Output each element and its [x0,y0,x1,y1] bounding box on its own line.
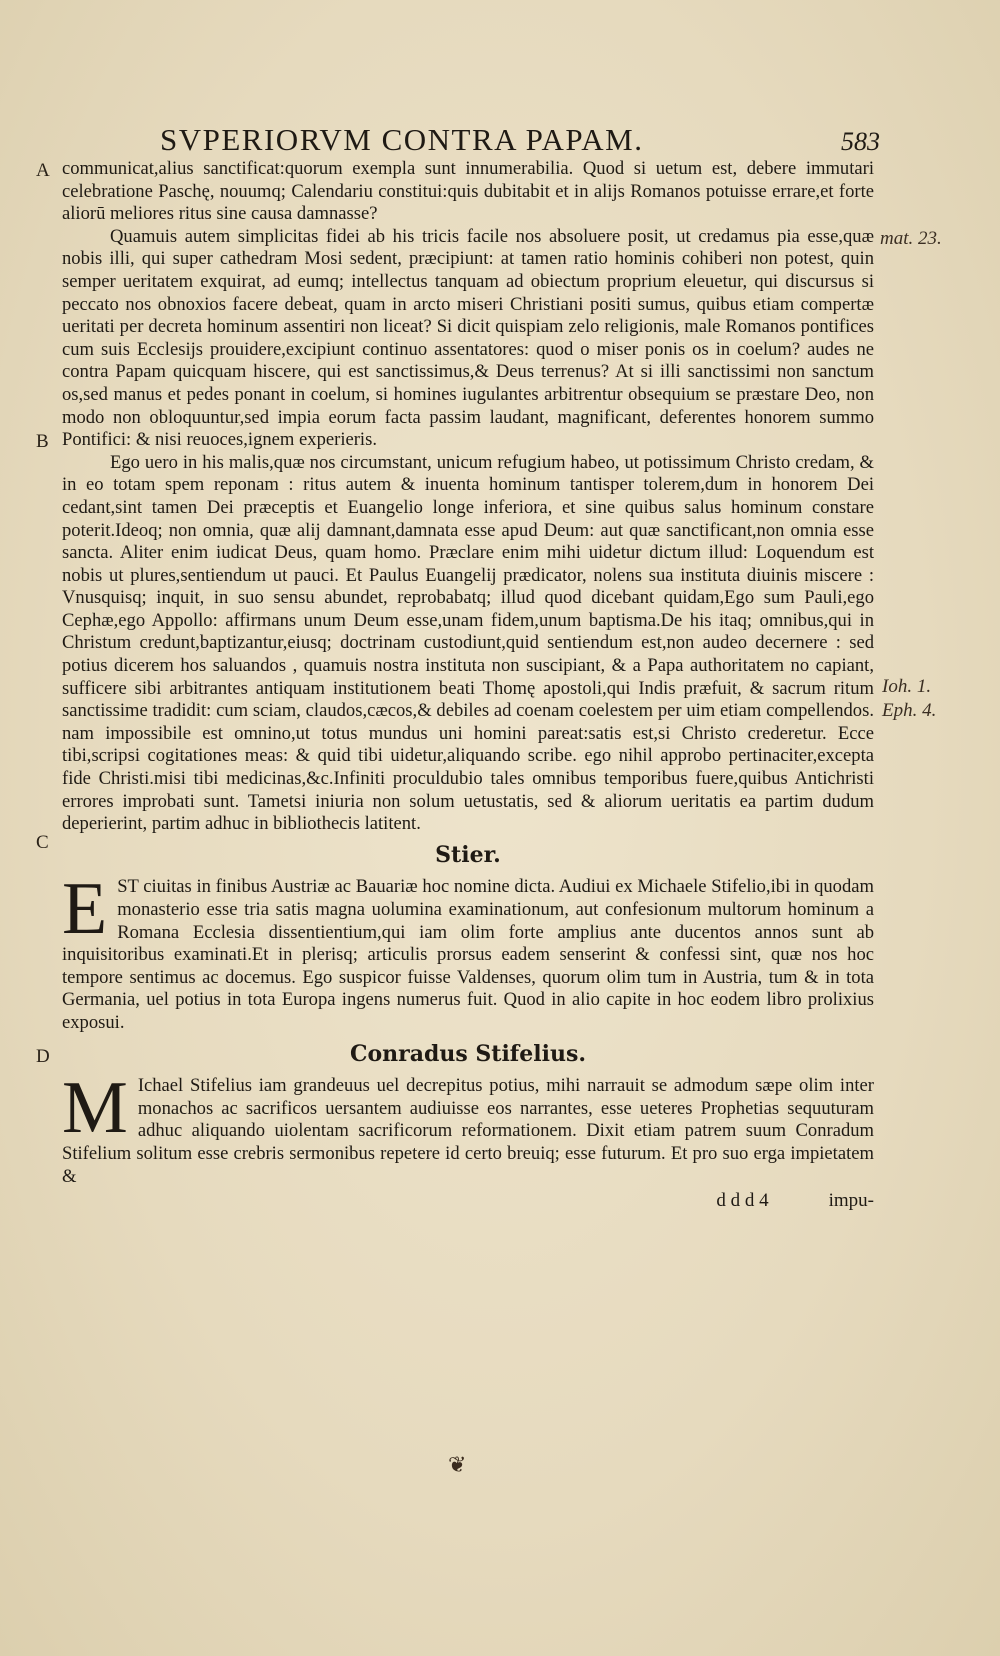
paragraph-1: communicat,alius sanctificat:quorum exempla sunt innumerabilia. Quod si uetum est, debere immutari celebratione Paschę, nouumq; Calendariu constitui:quis dubitabit et in alijs Romanos potuisse errare,et forte aliorū meliores ritus sine causa damnasse? [62,158,874,225]
side-letter-d: D [36,1046,50,1067]
paragraph-stier-text: ST ciuitas in finibus Austriæ ac Bauariæ hoc nomine dicta. Audiui ex Michaele Stifelio,ibi in quodam monasterio esse tria satis magna uolumina examinationum, aut confesionum multorum hominum a Romana Ecclesia dissentientium,qui iam olim forte amplius ante ducentos annos sunt ab inquisitoribus examinati.Et in plerisq; articulis prorsus eadem senserint & confessi sint, quæ nos hoc tempore sentimus ac docemus. Ego suspicor fuisse Valdenses, quorum olim tum in Austria, tum & in tota Germania, uel potius in tota Europa ingens numerus fuit. Quod in alio capite in hoc eodem libro prolixius exposui. [62,876,874,1033]
paragraph-stier [62,868,874,1034]
signature-mark: d d d 4 [716,1190,769,1212]
paragraph-conradus-text: Ichael Stifelius iam grandeuus uel decrepitus potius, mihi narrauit se admodum sæpe olim inter monachos ac sacrificos uersantem audiuisse eos narrantes, esse ueteres Prophetias sequuturam adhuc aliquando uiolentam sacrificorum reformationem. Dixit etiam patrem suum Conradum Stifelium solitum esse crebris sermonibus repetere id certo breuiq; esse futurum. Et pro suo erga impietatem & [62,1075,874,1187]
side-letter-b: B [36,431,49,452]
margin-note-matth: mat. 23. [880,228,942,249]
page-header [160,122,880,158]
paragraph-3: Ego uero in his malis,quæ nos circumstant, unicum refugium habeo, ut potissimum Christo credam, & in eo totam spem reponam : ritus autem & inuenta hominum tantisper tolerem,dum in honorem Dei cedant,sint tamen Dei præceptis et Euangelio longe inferiora, et sine quibus salus hominum constare poterit.Ideoq; non omnia, quæ alij damnant,damnata esse apud Deum: aut quæ sanctificant,non omnia esse sancta. Aliter enim iudicat Deus, quam homo. Præclare enim mihi uidetur dictum illud: Loquendum est nobis ut plures,sentiendum ut pauci. Et Paulus Euangelij prædicator, nolens sua instituta diuinis miscere : Vnusquisq; inquit, in suo sensu abundet, reprobabatq; illud quod dicebant quidam,Ego sum Pauli,ego Cephæ,ego Appollo: affirmans unum Deum esse,unam fidem,unum baptisma.De his itaq; omnibus,qui in Christum credunt,baptizantur,eiusq; doctrinam custodiunt,quid sentiendum est,non audeo decernere : sed potius dicerem hos saluandos , quamuis nostra instituta non suscipiant, & a Papa authoritatem no capiant, sufficere sibi arbitrantes antiquam institutionem beati Thomę apostoli,qui Indis præfuit, & sacrum ritum sanctissime tradidit: cum sciam, claudos,cæcos,& debiles ad coenam coelestem per uim etiam compellendos. nam impossibile est omnino,ut totus mundus uni homini pareat:satis est,si Christo crederetur. Ecce tibi,scripsi cogitationes meas: & quid tibi uidetur,aliquando scribe. ego nihil approbo pertinaciter,excepta fide Christi.misi tibi medicinas,&c.Infiniti proculdubio tales omnibus temporibus fuere,quibus Antichristi errores improbati sunt. Tametsi iniuria non solum uetustatis, sed & aliorum ueritatis ea partim dudum deperierint, partim adhuc in bibliothecis latitent. [62,451,874,835]
margin-note-eph: Eph. 4. [882,700,937,721]
running-title: SVPERIORVM CONTRA PAPAM. [160,122,644,157]
main-text [62,158,874,1213]
catchword: impu- [828,1190,874,1212]
paragraph-2: Quamuis autem simplicitas fidei ab his tricis facile nos absoluere posit, ut credamus pia esse,quæ nobis illi, qui super cathedram Mosi sedent, præcipiunt: at tamen ratio hominis cohiberi non potest, quin semper ueritatem exquirat, ad eumq; intellectus tanquam ad obiectum proprium eleuetur, qui discursus si peccato nos obnoxios facere debeat, quam in arcto miseri Christiani positi sumus, quibus etiam compertæ ueritati per decreta hominum assentiri non liceat? Si dicit quispiam zelo religionis, male Romanos pontifices cum suis Ecclesijs prouidere,excipiunt continuo assentatores: quod o miser ponis os in coelum? audes ne contra Papam quicquam hiscere, qui est sanctissimus,& Deus terrenus? At si illi sanctissimi non sanctum os,sed manus et pedes ponant in coelum, si homines iugulantes arbitrentur obsequium se præstare Deo, non modo non obloquuntur,sed impia eorum facta passim laudant, magnificant, deferentes honorem summo Pontifici: & nisi reuoces,ignem experieris. [62,225,874,451]
margin-note-ioh: Ioh. 1. [882,676,932,697]
dropcap-m: M [62,1067,128,1150]
page-footer [62,1190,874,1213]
paragraph-conradus [62,1067,874,1188]
page-number: 583 [841,127,880,156]
side-letter-c: C [36,832,49,853]
section-title-stier: Stier. [435,841,501,868]
side-letter-a: A [36,160,50,181]
section-title-conradus: Conradus Stifelius. [349,1040,587,1067]
ornament-icon: ❦ [448,1452,467,1477]
dropcap-e: E [62,868,108,951]
